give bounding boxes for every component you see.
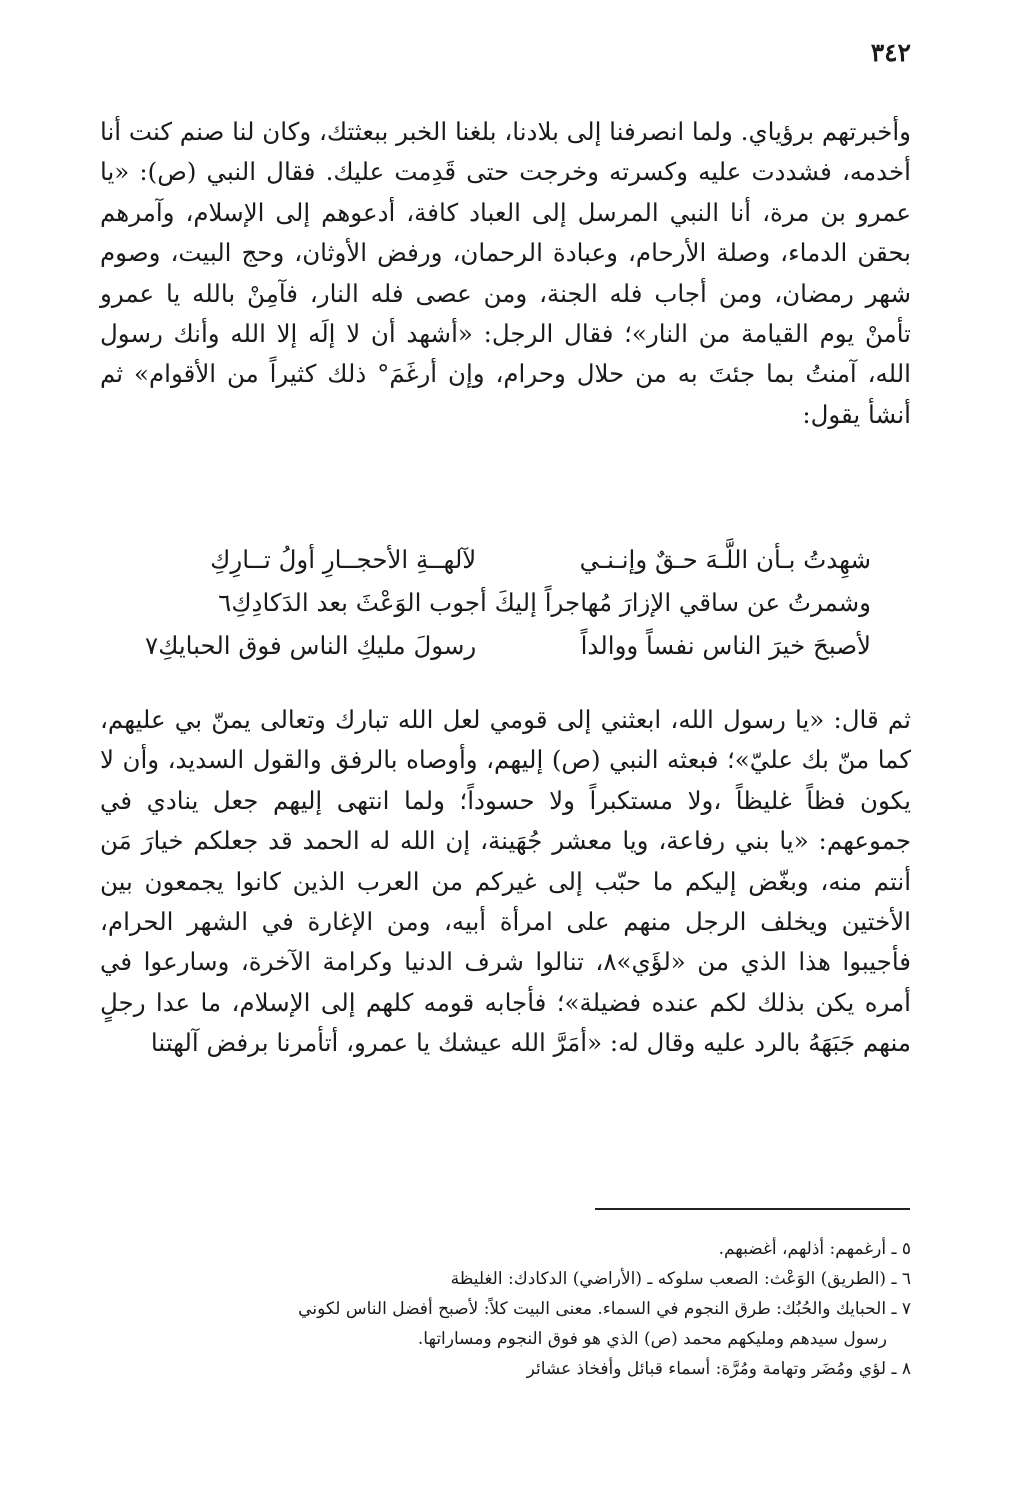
footnote-7-continuation: رسول سيدهم ومليكهم محمد (ص) الذي هو فوق النجوم ومساراتها. xyxy=(417,1329,887,1349)
footnotes xyxy=(100,1234,911,1384)
verse-3-second-hemistich: رسولَ مليكِ الناس فوق الحبايكِ٧ xyxy=(145,631,477,660)
verse-3-first-hemistich: لأصبحَ خيرَ الناس نفساً ووالداً xyxy=(580,631,871,660)
page-number: ٣٤٢ xyxy=(870,38,911,67)
footnote-8: ٨ ـ لؤي ومُضَر وتهامة ومُرَّة: أسماء قبائل وأفخاذ عشائر xyxy=(526,1359,911,1379)
paragraph-1: وأخبرتهم برؤياي. ولما انصرفنا إلى بلادنا، بلغنا الخبر ببعثتك، وكان لنا صنم كنت أنا أخدمه، فشددت عليه وكسرته وخرجت حتى قَدِمت عليك. فقال النبي (ص): «يا عمرو بن مرة، أنا النبي المرسل إلى العباد كافة، أدعوهم إلى الإسلام، وآمرهم بحقن الدماء، وصلة الأرحام، وعبادة الرحمان، ورفض الأوثان، وحج البيت، وصوم شهر رمضان، ومن أجاب فله الجنة، ومن عصى فله النار، فآمِنْ بالله يا عمرو تأمنْ يوم القيامة من النار»؛ فقال الرجل: «أشهد أن لا إلَه إلا الله وأنك رسول الله، آمنتُ بما جئتَ به من حلال وحرام، وإن أرغَمَ° ذلك كثيراً من الأقوام» ثم أنشأ يقول: xyxy=(100,117,911,429)
footnote-5: ٥ ـ أرغمهم: أذلهم، أغضبهم. xyxy=(718,1239,911,1259)
verse-line-1 xyxy=(140,538,871,581)
verse-line-2 xyxy=(140,581,871,624)
footnote-7: ٧ ـ الحبايك والحُبُك: طرق النجوم في السماء. معنى البيت كلاً: لأصبح أفضل الناس لكوني xyxy=(298,1299,911,1319)
verse-2-full: وشمرتُ عن ساقي الإزارَ مُهاجراً إليكَ أجوب الوَعْثَ بعد الدَكادِكِ٦ xyxy=(218,588,871,617)
verse-line-3 xyxy=(140,624,871,667)
footnote-separator xyxy=(595,1208,910,1210)
paragraph-1-block xyxy=(100,112,911,435)
verse-1-first-hemistich: شهِدتُ بـأن اللَّـهَ حـقٌ وإنـنـي xyxy=(579,545,871,574)
paragraph-2: ثم قال: «يا رسول الله، ابعثني إلى قومي لعل الله تبارك وتعالى يمنّ بي عليهم، كما منّ بك عليّ»؛ فبعثه النبي (ص) إليهم، وأوصاه بالرفق والقول السديد، وأن لا يكون فظاً غليظاً ،ولا مستكبراً ولا حسوداً؛ ولما انتهى إليهم جعل ينادي في جموعهم: «يا بني رفاعة، ويا معشر جُهَينة، إن الله له الحمد قد جعلكم خيارَ مَن أنتم منه، وبغّض إليكم ما حبّب إلى غيركم من العرب الذين كانوا يجمعون بين الأختين ويخلف الرجل منهم على امرأة أبيه، ومن الإغارة في الشهر الحرام، فأجيبوا هذا الذي من «لؤَي»٨، تنالوا شرف الدنيا وكرامة الآخرة، وسارعوا في أمره يكن بذلك لكم عنده فضيلة»؛ فأجابه قومه كلهم إلى الإسلام، ما عدا رجلٍ منهم جَبَهَهُ بالرد عليه وقال له: «أمَرَّ الله عيشك يا عمرو، أتأمرنا برفض آلهتنا xyxy=(100,705,912,1058)
paragraph-2-block xyxy=(100,700,911,1064)
footnote-6: ٦ ـ (الطريق) الوَعْث: الصعب سلوكه ـ (الأراضي) الدكادك: الغليظة xyxy=(450,1269,911,1289)
poem-verses xyxy=(140,538,871,667)
verse-1-second-hemistich: لآلهــةِ الأحجــارِ أولُ تــارِكِ xyxy=(210,545,477,574)
